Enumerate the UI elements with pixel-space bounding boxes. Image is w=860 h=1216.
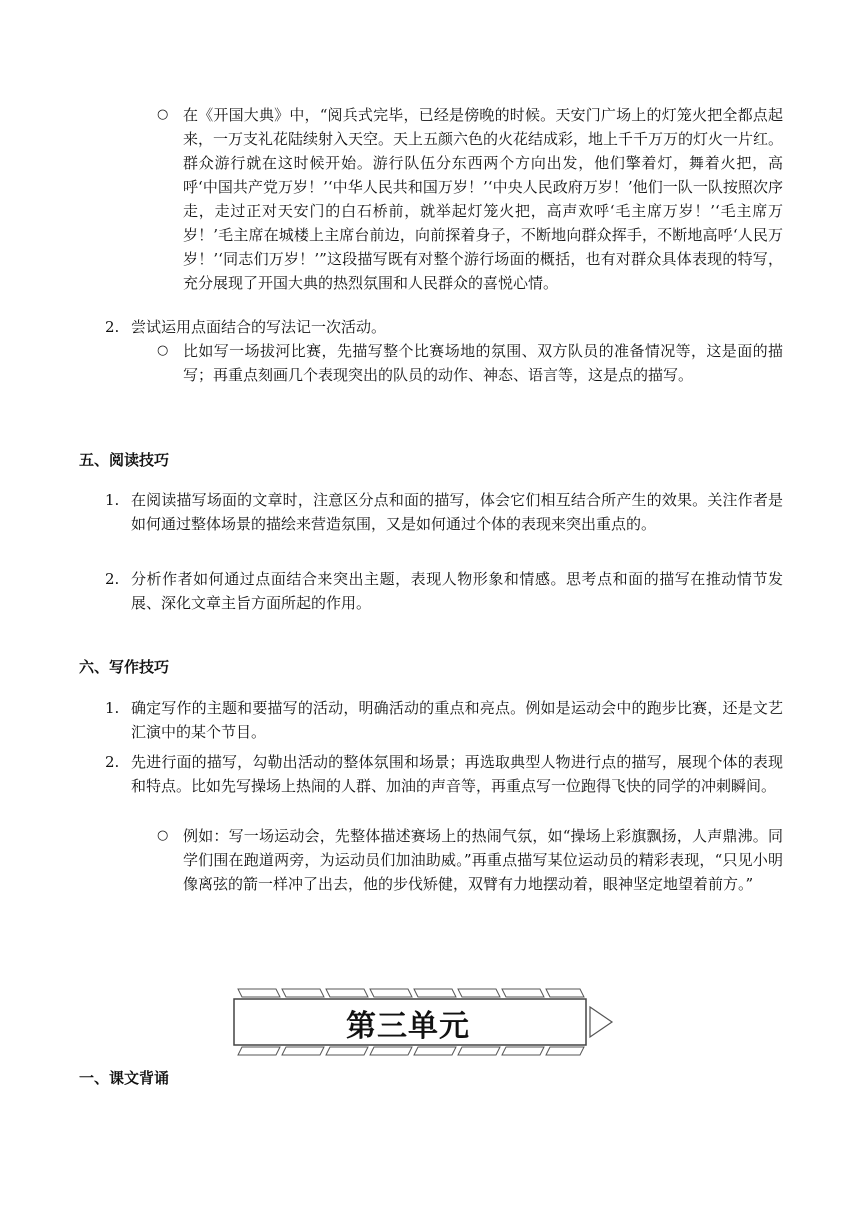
section-heading-reading-skills: 五、阅读技巧 [79,451,170,469]
writing-skill-item: 先进行面的描写，勾勒出活动的整体氛围和场景；再选取典型人物进行点的描写，展现个体的表现和特点。比如先写操场上热闹的人群、加油的声音等，再重点写一位跑得飞快的同学的冲刺瞬间。 [131,753,783,795]
list-bullet: ○ [157,828,169,843]
sports-meet-example: 例如：写一场运动会，先整体描述赛场上的热闹气氛，如“操场上彩旗飘扬，人声鼎沸。同学们围在跑道两旁，为运动员们加油助威。”再重点描写某位运动员的精彩表现，“只见小明像离弦的箭一样冲了出去，他的步伐矫健，双臂有力地摆动着，眼神坚定地望着前方。” [183,827,783,893]
reading-skill-item: 在阅读描写场面的文章时，注意区分点和面的描写，体会它们相互结合所产生的效果。关注作者是如何通过整体场景的描绘来营造氛围，又是如何通过个体的表现来突出重点的。 [131,491,783,533]
writing-skill-item: 确定写作的主题和要描写的活动，明确活动的重点和亮点。例如是运动会中的跑步比赛，还是文艺汇演中的某个节目。 [131,699,783,741]
list-number: 2. [105,570,120,588]
tug-of-war-example: 比如写一场拔河比赛，先描写整个比赛场地的氛围、双方队员的准备情况等，这是面的描写；再重点刻画几个表现突出的队员的动作、神态、语言等，这是点的描写。 [183,342,783,384]
list-number: 1. [105,491,120,509]
list-bullet: ○ [157,343,169,358]
list-number: 1. [105,699,120,717]
unit-title: 第三单元 [346,1009,470,1044]
section-heading-recitation: 一、课文背诵 [79,1069,170,1087]
activity-writing-task: 尝试运用点面结合的写法记一次活动。 [131,318,387,336]
reading-skill-item: 分析作者如何通过点面结合来突出主题，表现人物形象和情感。思考点和面的描写在推动情节发展、深化文章主旨方面所起的作用。 [131,570,783,612]
list-bullet: ○ [157,107,169,122]
list-number: 2. [105,753,120,771]
kaiguo-dadian-example: 在《开国大典》中，“阅兵式完毕，已经是傍晚的时候。天安门广场上的灯笼火把全都点起来，一万支礼花陆续射入天空。天上五颜六色的火花结成彩，地上千千万万的灯火一片红。群众游行就在这时候开始。游行队伍分东西两个方向出发，他们擎着灯，舞着火把，高呼‘中国共产党万岁！’‘中华人民共和国万岁！’‘中央人民政府万岁！’他们一队一队按照次序走，走过正对天安门的白石桥前，就举起灯笼火把，高声欢呼‘毛主席万岁！’‘毛主席万岁！’毛主席在城楼上主席台前边，向前探着身子，不断地向群众挥手，不断地高呼‘人民万岁！’‘同志们万岁！’”这段描写既有对整个游行场面的概括，也有对群众具体表现的特写，充分展现了开国大典的热烈氛围和人民群众的喜悦心情。 [183,106,784,292]
section-heading-writing-skills: 六、写作技巧 [79,658,170,676]
list-number: 2. [105,318,120,336]
unit-banner [228,987,618,1059]
